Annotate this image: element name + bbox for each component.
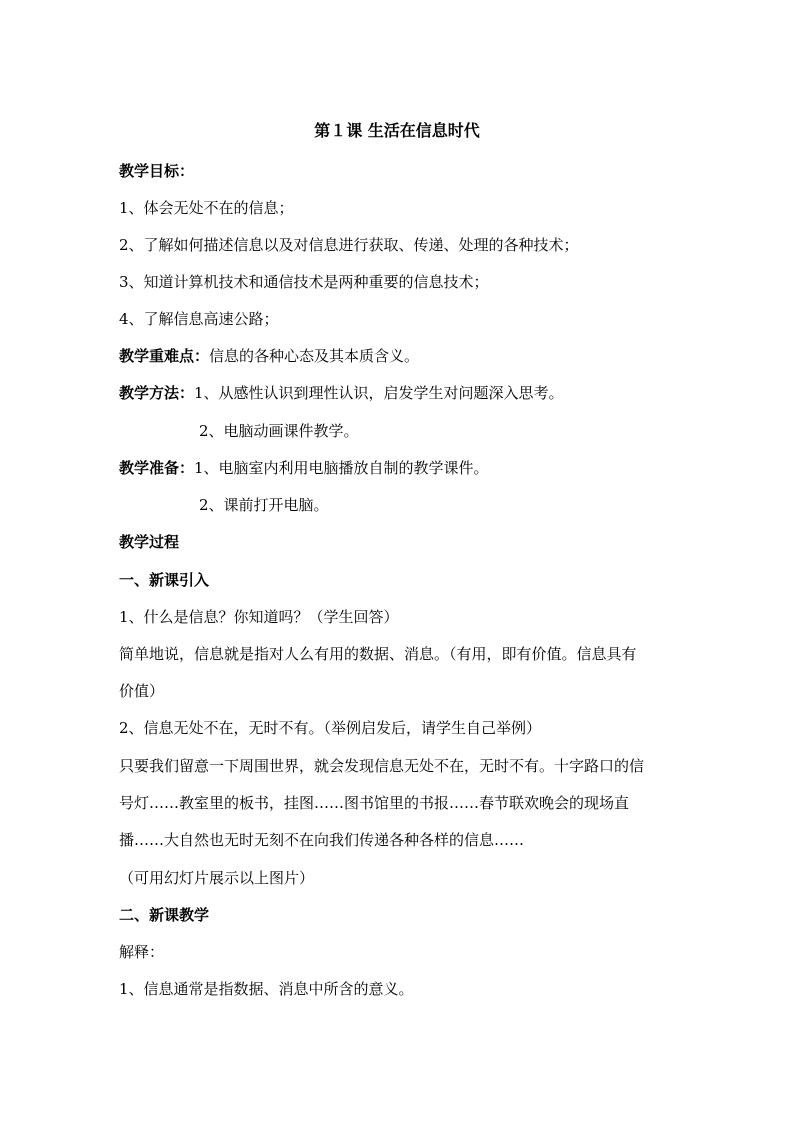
preparation-item-2: 2、课前打开电脑。 <box>199 496 329 514</box>
section1-question-1: 1、什么是信息？你知道吗？（学生回答） <box>119 608 399 626</box>
methods-line <box>119 383 564 403</box>
goal-item-2: 2、了解如何描述信息以及对信息进行获取、传递、处理的各种技术； <box>119 236 579 254</box>
goal-item-3: 3、知道计算机技术和通信技术是两种重要的信息技术； <box>119 273 489 291</box>
key-points-line <box>119 346 419 366</box>
section1-paragraph-1-line-1: 简单地说，信息就是指对人么有用的数据、消息。（有用，即有价值。信息具有 <box>119 645 637 663</box>
lesson-title: 第１课 生活在信息时代 <box>314 121 480 140</box>
methods-label: 教学方法： <box>119 384 195 402</box>
methods-item-2: 2、电脑动画课件教学。 <box>199 422 359 440</box>
preparation-label: 教学准备： <box>119 459 195 477</box>
section1-heading: 一、新课引入 <box>119 571 210 589</box>
process-heading: 教学过程 <box>119 533 180 551</box>
section1-paragraph-1-line-2: 价值） <box>119 682 165 700</box>
methods-item-1: 1、从感性认识到理性认识，启发学生对问题深入思考。 <box>194 384 564 402</box>
preparation-line <box>119 458 489 478</box>
section1-note: （可用幻灯片展示以上图片） <box>119 869 315 887</box>
section2-heading: 二、新课教学 <box>119 906 210 924</box>
section2-explain-label: 解释： <box>119 943 165 961</box>
preparation-item-1: 1、电脑室内利用电脑播放自制的教学课件。 <box>194 459 489 477</box>
section1-paragraph-2-line-1: 只要我们留意一下周围世界，就会发现信息无处不在，无时不有。十字路口的信 <box>119 757 645 775</box>
key-points-label: 教学重难点： <box>119 347 210 365</box>
section2-item-1: 1、信息通常是指数据、消息中所含的意义。 <box>119 980 414 998</box>
goals-heading: 教学目标： <box>119 162 195 180</box>
section1-paragraph-2-line-3: 播……大自然也无时无刻不在向我们传递各种各样的信息…… <box>119 831 525 849</box>
section1-paragraph-2-line-2: 号灯……教室里的板书，挂图……图书馆里的书报……春节联欢晚会的现场直 <box>119 794 630 812</box>
key-points-text: 信息的各种心态及其本质含义。 <box>209 347 420 365</box>
section1-question-2: 2、信息无处不在，无时不有。（举例启发后，请学生自己举例） <box>119 719 542 737</box>
goal-item-4: 4、了解信息高速公路； <box>119 310 279 328</box>
goal-item-1: 1、体会无处不在的信息； <box>119 199 294 217</box>
